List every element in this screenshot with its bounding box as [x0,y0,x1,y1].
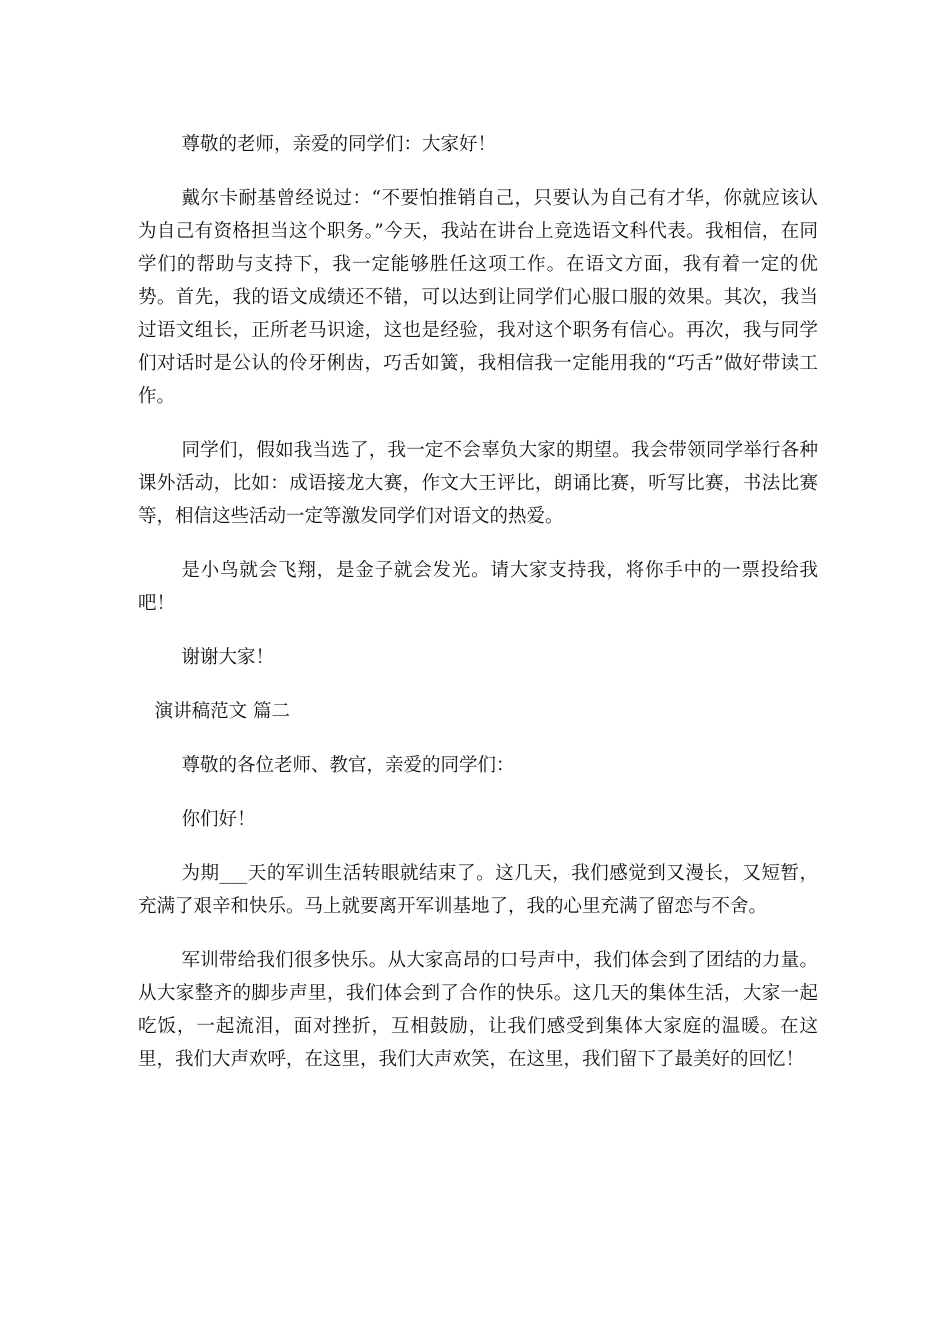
body-paragraph: 同学们，假如我当选了，我一定不会辜负大家的期望。我会带领同学举行各种课外活动，比如：成语接龙大赛，作文大王评比，朗诵比赛，听写比赛，书法比赛等，相信这些活动一定等激发同学们对语文的热爱。 [138,440,818,527]
document-body [138,128,818,1097]
body-paragraph: 戴尔卡耐基曾经说过：“不要怕推销自己，只要认为自己有才华，你就应该认为自己有资格担当这个职务。”今天，我站在讲台上竞选语文科代表。我相信，在同学们的帮助与支持下，我一定能够胜任这项工作。在语文方面，我有着一定的优势。首先，我的语文成绩还不错，可以达到让同学们心服口服的效果。其次，我当过语文组长，正所老马识途，这也是经验，我对这个职务有信心。再次，我与同学们对话时是公认的伶牙俐齿，巧舌如簧，我相信我一定能用我的“巧舌”做好带读工作。 [138,188,818,407]
greeting-paragraph: 尊敬的各位老师、教官，亲爱的同学们： [181,755,515,776]
section-heading: 演讲稿范文 篇二 [154,701,291,722]
body-paragraph: 是小鸟就会飞翔，是金子就会发光。请大家支持我，将你手中的一票投给我吧！ [138,560,818,614]
closing-paragraph: 谢谢大家！ [181,647,274,668]
body-paragraph: 为期___天的军训生活转眼就结束了。这几天，我们感觉到又漫长，又短暂，充满了艰辛和快乐。马上就要离开军训基地了，我的心里充满了留恋与不舍。 [138,863,818,917]
body-paragraph: 军训带给我们很多快乐。从大家高昂的口号声中，我们体会到了团结的力量。从大家整齐的脚步声里，我们体会到了合作的快乐。这几天的集体生活，大家一起吃饭，一起流泪，面对挫折，互相鼓励，让我们感受到集体大家庭的温暖。在这里，我们大声欢呼，在这里，我们大声欢笑，在这里，我们留下了最美好的回忆！ [138,950,818,1070]
greeting-paragraph: 尊敬的老师，亲爱的同学们：大家好！ [181,134,496,155]
greeting-paragraph: 你们好！ [181,809,256,830]
